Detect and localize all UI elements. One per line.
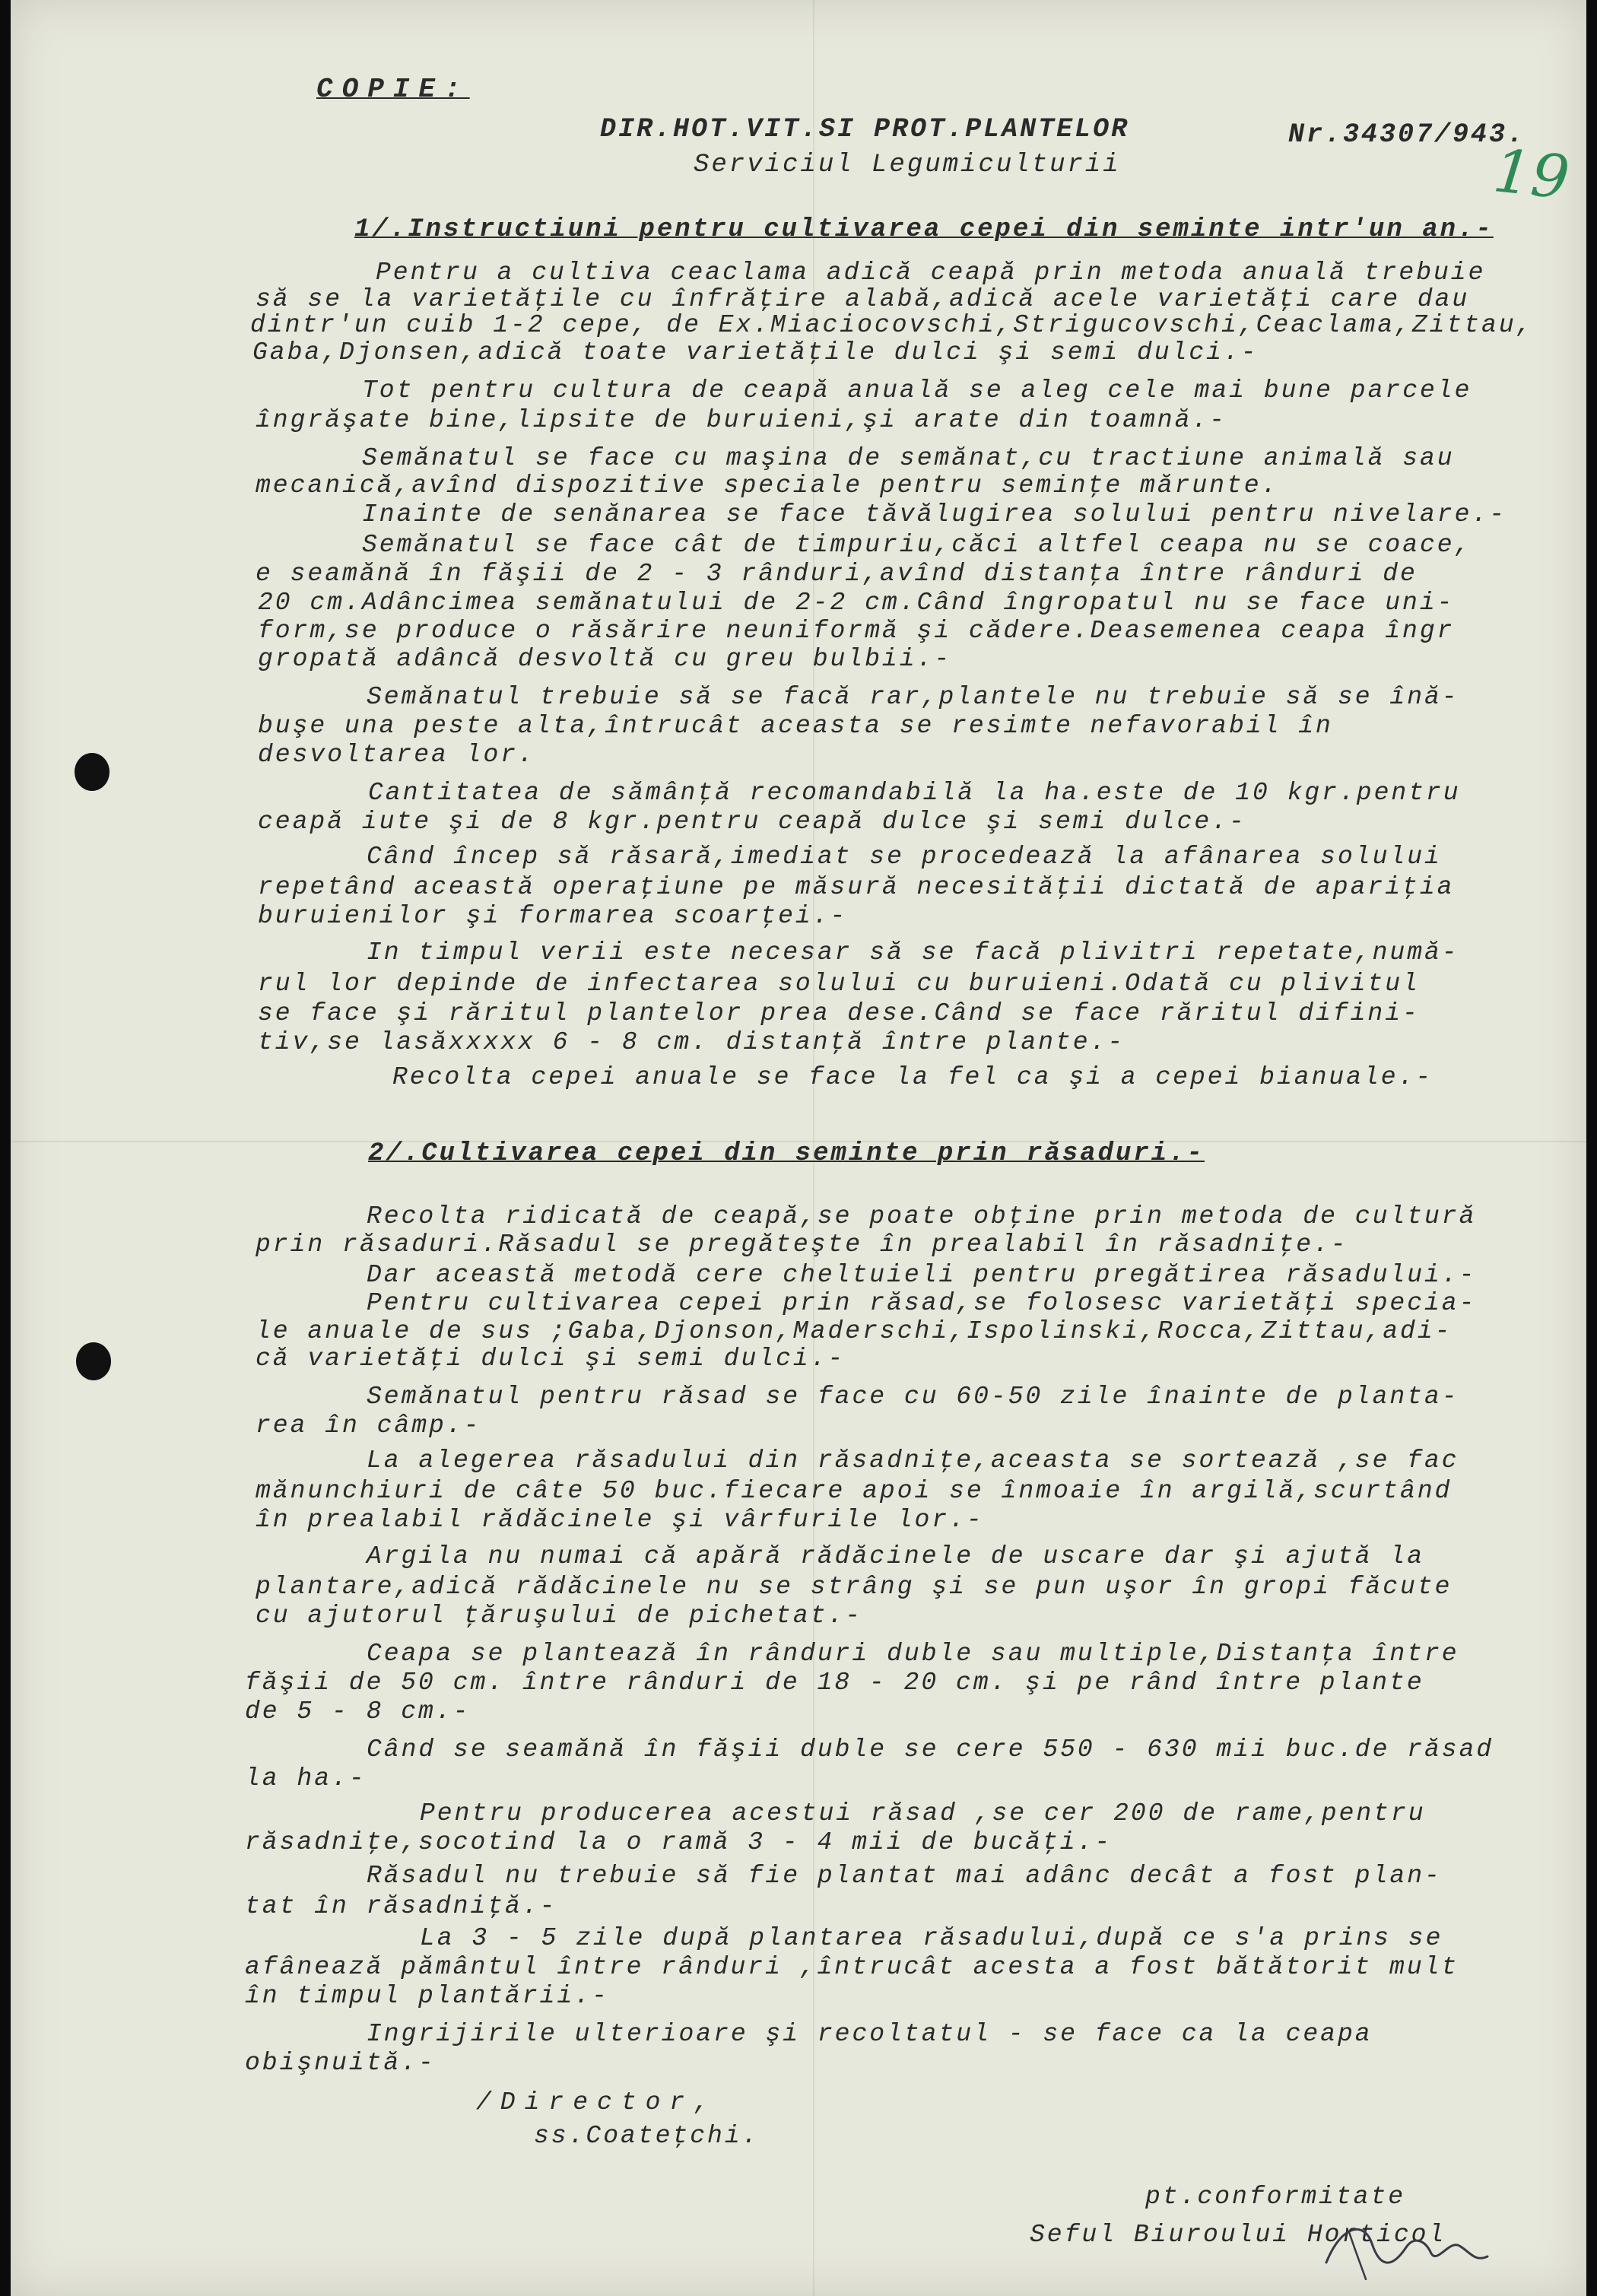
- body-line: Dar această metodă cere cheltuieli pentru pregătirea răsadului.-: [367, 1261, 1477, 1289]
- body-line: Pentru a cultiva ceaclama adică ceapă prin metoda anuală trebuie: [376, 259, 1486, 287]
- body-line: buruienilor şi formarea scoarţei.-: [258, 902, 848, 930]
- body-line: gropată adâncă desvoltă cu greu bulbii.-: [258, 645, 952, 673]
- body-line: ceapă iute şi de 8 kgr.pentru ceapă dulce şi semi dulce.-: [258, 808, 1246, 836]
- institution-name: DIR.HOT.VIT.SI PROT.PLANTELOR: [600, 114, 1130, 144]
- body-line: făşii de 50 cm. între rânduri de 18 - 20 cm. şi pe rând între plante: [245, 1669, 1424, 1697]
- body-line: tat în răsadniţă.-: [245, 1892, 557, 1920]
- body-line: Gaba,Djonsen,adică toate varietăţile dulci şi semi dulci.-: [252, 338, 1259, 367]
- body-line: le anuale de sus ;Gaba,Djonson,Maderschi,Ispolinski,Rocca,Zittau,adi-: [256, 1317, 1453, 1345]
- body-line: Semănatul se face cât de timpuriu,căci altfel ceapa nu se coace,: [362, 531, 1472, 559]
- body-line: Recolta cepei anuale se face la fel ca şi a cepei bianuale.-: [392, 1063, 1433, 1091]
- body-line: Argila nu numai că apără rădăcinele de uscare dar şi ajută la: [367, 1542, 1424, 1570]
- body-line: 20 cm.Adâncimea semănatului de 2-2 cm.Când îngropatul nu se face uni-: [258, 589, 1455, 617]
- body-line: la ha.-: [245, 1764, 367, 1793]
- service-name: Serviciul Legumiculturii: [694, 151, 1121, 179]
- body-line: mănunchiuri de câte 50 buc.fiecare apoi se înmoaie în argilă,scurtând: [256, 1477, 1453, 1505]
- body-line: Tot pentru cultura de ceapă anuală se aleg cele mai bune parcele: [362, 376, 1472, 405]
- document-number: Nr.34307/943.: [1288, 119, 1526, 150]
- body-line: Pentru cultivarea cepei prin răsad,se folosesc varietăţi specia-: [367, 1289, 1477, 1317]
- handwritten-page-mark: 19: [1490, 137, 1573, 213]
- body-line: La alegerea răsadului din răsadniţe,aceasta se sortează ,se fac: [367, 1447, 1459, 1475]
- body-line: Semănatul trebuie să se facă rar,plantele nu trebuie să se înă-: [367, 683, 1459, 711]
- body-line: Semănatul se face cu maşina de semănat,cu tractiune animală sau: [362, 444, 1455, 472]
- certification-line: pt.conformitate: [1145, 2183, 1406, 2211]
- director-title: /Director,: [476, 2088, 719, 2117]
- punch-hole-icon: [76, 1342, 111, 1380]
- body-line: Ingrijirile ulterioare şi recoltatul - se face ca la ceapa: [367, 2020, 1373, 2048]
- certification-office: Seful Biuroului Horticol: [1030, 2221, 1446, 2249]
- body-line: La 3 - 5 zile după plantarea răsadului,după ce s'a prins se: [420, 1924, 1443, 1952]
- body-line: în timpul plantării.-: [245, 1982, 609, 2010]
- body-line: că varietăţi dulci şi semi dulci.-: [256, 1345, 846, 1373]
- document-page: [11, 0, 1586, 2296]
- body-line: Cantitatea de sămânţă recomandabilă la ha.este de 10 kgr.pentru: [368, 779, 1461, 807]
- body-line: plantare,adică rădăcinele nu se strâng şi se pun uşor în gropi făcute: [256, 1573, 1453, 1601]
- body-line: dintr'un cuib 1-2 cepe, de Ex.Miaciocovschi,Strigucovschi,Ceaclama,Zittau,: [250, 311, 1534, 339]
- body-line: obişnuită.-: [245, 2049, 436, 2077]
- body-line: Ceapa se plantează în rânduri duble sau multiple,Distanţa între: [367, 1640, 1459, 1668]
- body-line: e seamănă în făşii de 2 - 3 rânduri,avînd distanţa între rânduri de: [256, 560, 1418, 588]
- body-line: rea în câmp.-: [256, 1412, 481, 1440]
- body-line: Recolta ridicată de ceapă,se poate obţine prin metoda de cultură: [367, 1202, 1477, 1231]
- body-line: se face şi răritul plantelor prea dese.Când se face răritul difini-: [258, 999, 1420, 1027]
- body-line: prin răsaduri.Răsadul se pregăteşte în prealabil în răsadniţe.-: [256, 1231, 1348, 1259]
- body-line: mecanică,avînd dispozitive speciale pentru seminţe mărunte.: [256, 472, 1279, 500]
- body-line: repetând această operaţiune pe măsură necesităţii dictată de apariţia: [258, 873, 1455, 901]
- body-line: Când încep să răsară,imediat se procedează la afânarea solului: [367, 843, 1442, 871]
- body-line: Semănatul pentru răsad se face cu 60-50 zile înainte de planta-: [367, 1383, 1459, 1411]
- body-line: afânează pământul între rânduri ,întrucât acesta a fost bătătorit mult: [245, 1953, 1459, 1981]
- body-line: cu ajutorul ţăruşului de pichetat.-: [256, 1602, 863, 1630]
- body-line: de 5 - 8 cm.-: [245, 1697, 471, 1726]
- body-line: tiv,se lasăxxxxx 6 - 8 cm. distanţă între plante.-: [258, 1028, 1126, 1056]
- punch-hole-icon: [75, 753, 110, 791]
- director-signature-name: ss.Coateţchi.: [534, 2122, 760, 2150]
- body-line: In timpul verii este necesar să se facă plivitri repetate,numă-: [367, 938, 1459, 967]
- body-line: Răsadul nu trebuie să fie plantat mai adânc decât a fost plan-: [367, 1862, 1442, 1890]
- copy-label: COPIE:: [316, 74, 470, 105]
- body-line: în prealabil rădăcinele şi vârfurile lor.-: [256, 1506, 984, 1534]
- body-line: rul lor depinde de infectarea solului cu buruieni.Odată cu plivitul: [258, 970, 1420, 998]
- handwritten-signature-icon: [1319, 2209, 1494, 2285]
- section-1-title: 1/.Instructiuni pentru cultivarea cepei din seminte intr'un an.-: [354, 215, 1494, 244]
- section-2-title: 2/.Cultivarea cepei din seminte prin răsaduri.-: [368, 1139, 1205, 1168]
- body-line: să se la varietăţile cu înfrăţire alabă,adică acele varietăţi care dau: [256, 285, 1470, 313]
- body-line: Inainte de senănarea se face tăvălugirea solului pentru nivelare.-: [362, 500, 1507, 529]
- body-line: răsadniţe,socotind la o ramă 3 - 4 mii de bucăţi.-: [245, 1828, 1113, 1856]
- body-line: form,se produce o răsărire neuniformă şi cădere.Deasemenea ceapa îngr: [258, 617, 1455, 645]
- body-line: Când se seamănă în făşii duble se cere 550 - 630 mii buc.de răsad: [367, 1735, 1494, 1764]
- body-line: îngrăşate bine,lipsite de buruieni,şi arate din toamnă.-: [256, 406, 1227, 434]
- body-line: buşe una peste alta,întrucât aceasta se resimte nefavorabil în: [258, 712, 1333, 740]
- body-line: Pentru producerea acestui răsad ,se cer 200 de rame,pentru: [420, 1799, 1426, 1828]
- body-line: desvoltarea lor.: [258, 741, 535, 769]
